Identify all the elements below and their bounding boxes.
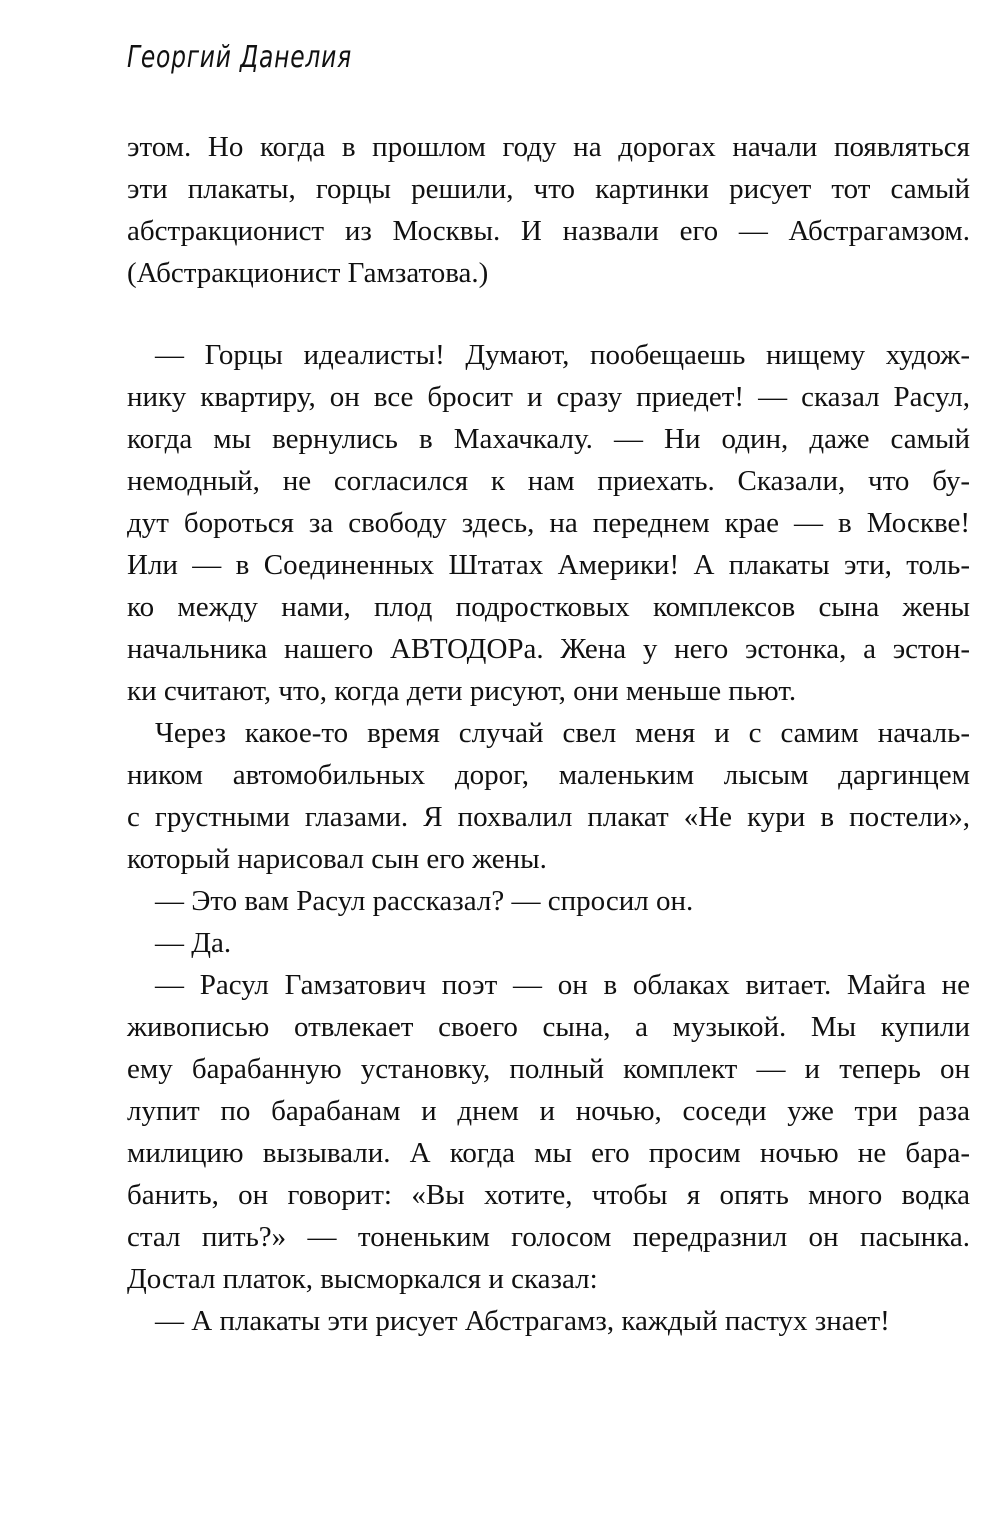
text-line: — Да. (155, 927, 232, 959)
text-line: банить, он говорит: «Вы хотите, чтобы я опять много водка (127, 1179, 970, 1211)
text-line: милицию вызывали. А когда мы его просим ночью не бара- (127, 1137, 970, 1169)
text-line: когда мы вернулись в Махачкалу. — Ни один, даже самый (127, 423, 970, 455)
text-line: ки считают, что, когда дети рисуют, они меньше пьют. (127, 675, 797, 707)
text-line: — А плакаты эти рисует Абстрагамз, каждый пастух знает! (155, 1305, 890, 1337)
text-line: Достал платок, высморкался и сказал: (127, 1263, 598, 1295)
text-line: живописью отвлекает своего сына, а музыкой. Мы купили (127, 1011, 970, 1043)
text-line: который нарисовал сын его жены. (127, 843, 547, 875)
text-line: Или — в Соединенных Штатах Америки! А плакаты эти, толь- (127, 549, 970, 581)
text-line: ко между нами, плод подростковых комплексов сына жены (127, 591, 970, 623)
text-line: абстракционист из Москвы. И назвали его — Абстрагамзом. (127, 215, 970, 247)
text-line: Через какое-то время случай свел меня и с самим началь- (155, 717, 970, 749)
text-line: — Горцы идеалисты! Думают, пообещаешь нищему худож- (155, 339, 970, 371)
text-line: ему барабанную установку, полный комплект — и теперь он (127, 1053, 970, 1085)
text-line: эти плакаты, горцы решили, что картинки рисует тот самый (127, 173, 970, 205)
text-line: дут бороться за свободу здесь, на переднем крае — в Москве! (127, 507, 970, 539)
main-text (127, 334, 970, 1342)
text-line: этом. Но когда в прошлом году на дорогах начали появляться (127, 131, 970, 163)
text-line: (Абстракционист Гамзатова.) (127, 257, 489, 289)
text-line: с грустными глазами. Я похвалил плакат «Не кури в постели», (127, 801, 970, 833)
text-line: начальника нашего АВТОДОРа. Жена у него эстонка, а эстон- (127, 633, 970, 665)
text-line: лупит по барабанам и днем и ночью, соседи уже три раза (127, 1095, 970, 1127)
text-line: немодный, не согласился к нам приехать. Сказали, что бу- (127, 465, 970, 497)
text-line: нику квартиру, он все бросит и сразу приедет! — сказал Расул, (127, 381, 970, 413)
running-header-author: Георгий Данелия (127, 40, 353, 75)
text-line: — Расул Гамзатович поэт — он в облаках витает. Майга не (155, 969, 970, 1001)
paragraph-intro (127, 126, 970, 294)
text-line: ником автомобильных дорог, маленьким лысым даргинцем (127, 759, 970, 791)
text-line: — Это вам Расул рассказал? — спросил он. (155, 885, 694, 917)
text-line: стал пить?» — тоненьким голосом передразнил он пасынка. (127, 1221, 970, 1253)
